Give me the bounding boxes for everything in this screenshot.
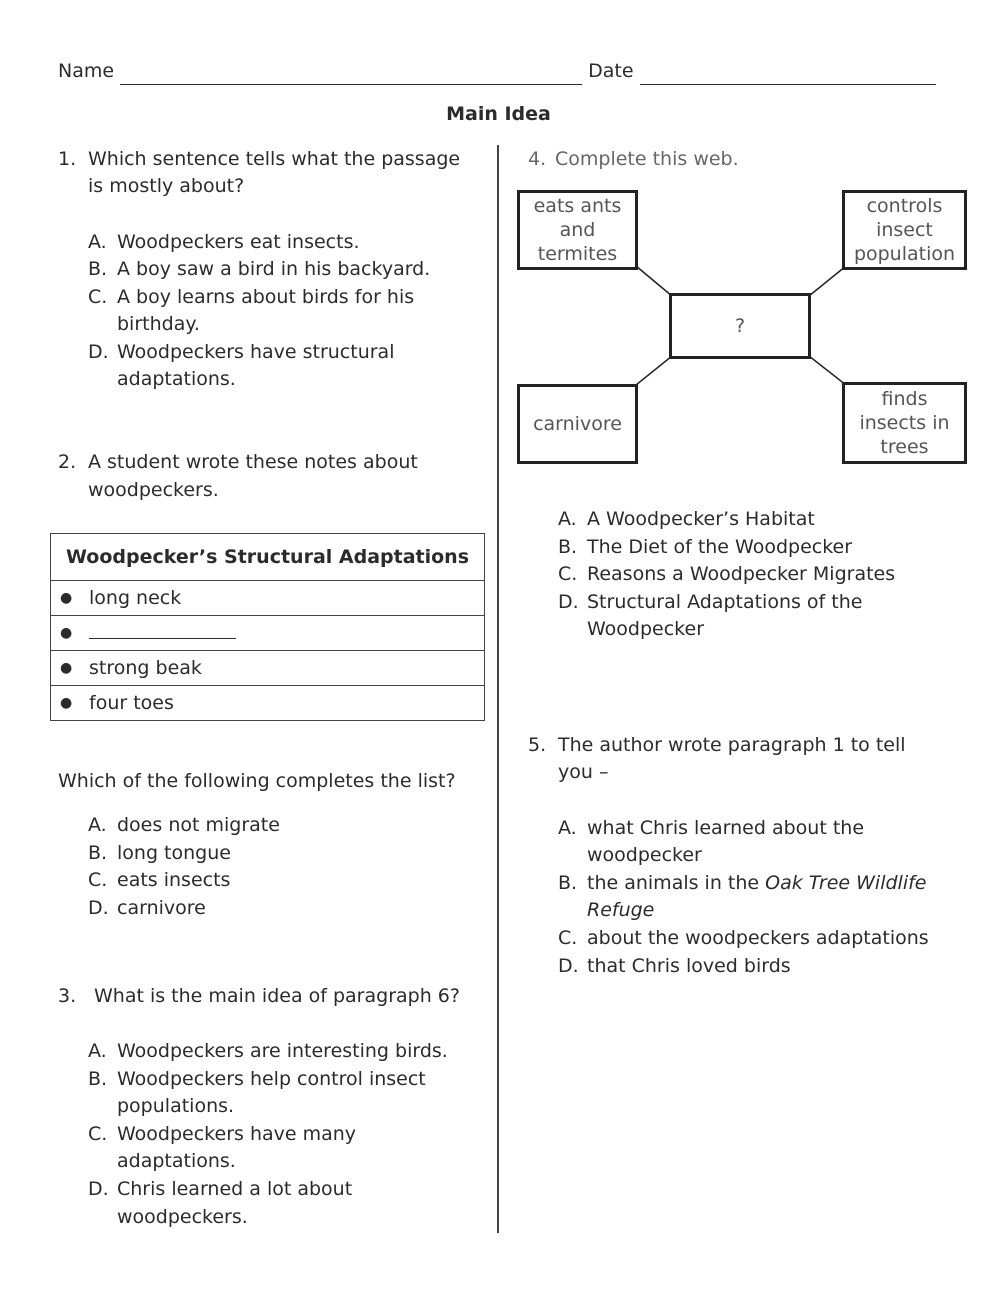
answer-option[interactable]: B. A boy saw a bird in his backyard. (88, 258, 431, 280)
answer-option-continued: adaptations. (117, 1150, 236, 1172)
question-number: 5. (528, 734, 547, 756)
answer-option[interactable]: B. Woodpeckers help control insect (88, 1068, 426, 1090)
answer-option[interactable]: D. carnivore (88, 897, 206, 919)
table-row: ● long neck (51, 581, 485, 616)
answer-option[interactable]: C. Reasons a Woodpecker Migrates (558, 563, 896, 585)
answer-option[interactable]: B. the animals in the Oak Tree Wildlife (558, 872, 927, 894)
answer-option[interactable]: B. The Diet of the Woodpecker (558, 536, 853, 558)
question-text: A student wrote these notes about (88, 451, 418, 473)
page-title: Main Idea (446, 103, 551, 125)
question-text: is mostly about? (88, 175, 245, 197)
bullet-icon: ● (60, 625, 73, 641)
question-number: 3. (58, 985, 77, 1007)
question-text: Complete this web. (555, 148, 739, 170)
web-box-top-left: eats ants and termites (517, 190, 638, 270)
question-number: 1. (58, 148, 77, 170)
question-text: woodpeckers. (88, 479, 219, 501)
connector-line (809, 356, 846, 385)
answer-option-continued: adaptations. (117, 368, 236, 390)
answer-option-continued: populations. (117, 1095, 235, 1117)
question-text: Which sentence tells what the passage (88, 148, 461, 170)
date-label: Date (588, 60, 634, 82)
notes-table (50, 533, 485, 721)
question-number: 2. (58, 451, 77, 473)
question-prompt: Which of the following completes the list? (58, 770, 456, 792)
answer-option[interactable]: D. that Chris loved birds (558, 955, 791, 977)
answer-option[interactable]: D. Structural Adaptations of the (558, 591, 863, 613)
table-row: ● strong beak (51, 651, 485, 686)
answer-option[interactable]: C. eats insects (88, 869, 231, 891)
web-box-bottom-right: finds insects in trees (842, 382, 967, 464)
web-box-center[interactable]: ? (669, 293, 811, 359)
bullet-icon: ● (60, 660, 73, 676)
answer-option[interactable]: A. Woodpeckers eat insects. (88, 231, 360, 253)
answer-option[interactable]: A. what Chris learned about the (558, 817, 865, 839)
table-header: Woodpecker’s Structural Adaptations (51, 534, 485, 581)
bullet-icon: ● (60, 590, 73, 606)
web-box-top-right: controls insect population (842, 190, 967, 270)
answer-option[interactable]: C. A boy learns about birds for his (88, 286, 415, 308)
table-row: ● four toes (51, 686, 485, 721)
answer-option-continued: birthday. (117, 313, 200, 335)
answer-option[interactable]: D. Woodpeckers have structural (88, 341, 395, 363)
question-text: What is the main idea of paragraph 6? (94, 985, 460, 1007)
answer-option[interactable]: C. about the woodpeckers adaptations (558, 927, 929, 949)
answer-option[interactable]: A. does not migrate (88, 814, 280, 836)
question-text: The author wrote paragraph 1 to tell (558, 734, 906, 756)
name-label: Name (58, 60, 115, 82)
web-box-bottom-left: carnivore (517, 384, 638, 464)
connector-line (809, 266, 846, 296)
answer-option-continued: Refuge (587, 899, 655, 921)
question-text: you – (558, 761, 609, 783)
answer-option[interactable]: C. Woodpeckers have many (88, 1123, 357, 1145)
answer-option[interactable]: B. long tongue (88, 842, 231, 864)
answer-option[interactable]: D. Chris learned a lot about (88, 1178, 353, 1200)
answer-option-continued: woodpeckers. (117, 1206, 248, 1228)
connector-line (636, 266, 672, 296)
connector-line (636, 356, 672, 385)
answer-option[interactable]: A. Woodpeckers are interesting birds. (88, 1040, 448, 1062)
answer-option-continued: woodpecker (587, 844, 702, 866)
answer-option-continued: Woodpecker (587, 618, 705, 640)
answer-blank[interactable] (89, 622, 236, 639)
question-number: 4. (528, 148, 547, 170)
bullet-icon: ● (60, 695, 73, 711)
table-row-blank[interactable] (51, 616, 485, 651)
answer-option[interactable]: A. A Woodpecker’s Habitat (558, 508, 815, 530)
